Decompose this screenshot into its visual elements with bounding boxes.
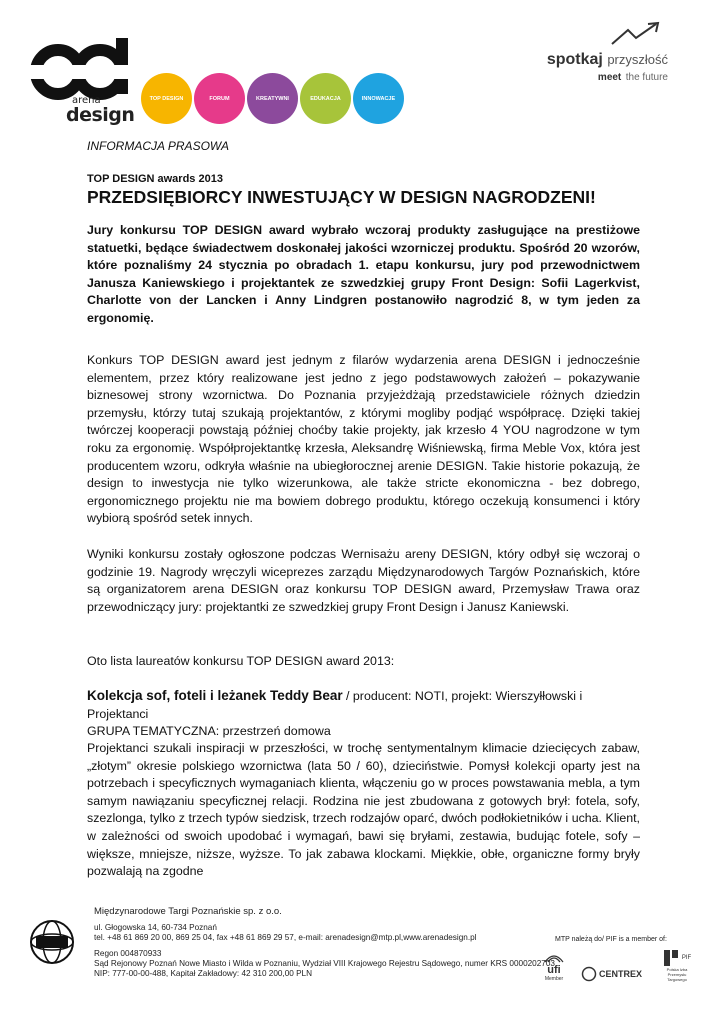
winners-intro-text: Oto lista laureatów konkursu TOP DESIGN award 2013: (87, 654, 395, 668)
slogan-logo (547, 20, 668, 84)
kicker: INFORMACJA PRASOWA (87, 139, 230, 153)
ufi-label: ufi (547, 964, 561, 976)
paragraph-6 (87, 740, 640, 881)
winner-group: GRUPA TEMATYCZNA: przestrzeń domowa (87, 724, 331, 739)
section-circles (141, 73, 404, 124)
brand-line-2: design (66, 104, 135, 126)
brand-line-1: arena (72, 95, 101, 106)
slogan-pl-1: spotkaj (546, 51, 603, 68)
footer-org: Międzynarodowe Targi Poznańskie sp. z o.o. (94, 906, 282, 917)
pif-icon (663, 949, 679, 967)
ufi-sub: Member (544, 976, 564, 982)
circle-edukacja[interactable]: EDUKACJA (300, 73, 351, 124)
footer-address: ul. Głogowska 14, 60-734 Poznań (94, 923, 217, 932)
pif-sub: Polska Izba Przemysłu Targowego (666, 967, 688, 982)
brand-wordmark (66, 96, 134, 125)
footer-nip: NIP: 777-00-00-488, Kapitał Zakładowy: 42 310 200,00 PLN (94, 969, 313, 978)
page-title: PRZEDSIĘBIORCY INWESTUJĄCY W DESIGN NAGRODZENI! (87, 187, 596, 207)
winner-title: Kolekcja sof, foteli i leżanek Teddy Bear (87, 688, 343, 703)
centrex-label: CENTREX (599, 969, 643, 979)
footer-court: Sąd Rejonowy Poznań Nowe Miasto i Wilda w Poznaniu, Wydział VIII Krajowego Rejestru Sądowego, numer KRS 0000202703 (94, 959, 555, 968)
paragraph-6-text: Projektanci szukali inspiracji w przeszłości, w trochę sentymentalnym klimacie dziecięcych zabaw, „złotym” okresie polskiego wzornictwa (lata 50 / 60), dzieciństwie. Pomysł kolekcji oparty jest na potrzebach i specyficznych wymaganiach klienta, włączeniu go w proces powstawania mebla, a tym samym nawiązaniu specyficznej relacji. Rodzina nie jest zbudowana z gotowych brył: fotela, sofy, szezlonga, tylko z trzech typów siedzisk, trzech rodzajów oparć, dwóch podłokietników i ucha. Klient, w zależności od swoich upodobać i wymagań, bawi się bryłami, zestawia, budując fotele, sofy – większe, mniejsze, niższe, wyższe. To jak zabawa klockami. Miękkie, obłe, organiczne formy bryły pozwalają na zgodne (87, 741, 640, 879)
footer-regon: Regon 004870933 (94, 949, 162, 958)
mtp-globe-logo (28, 919, 76, 965)
circle-forum[interactable]: FORUM (194, 73, 245, 124)
winners-intro (87, 653, 640, 671)
pif-logo (658, 949, 696, 982)
slogan-pl-2: przyszłość (607, 52, 668, 67)
member-logos (543, 949, 696, 982)
centrex-logo (581, 966, 642, 982)
footer-info (94, 907, 555, 979)
footer-contact: tel. +48 61 869 20 00, 869 25 04, fax +48 61 869 29 57, e-mail: arenadesign@mtp.pl,www.arenadesign.pl (94, 933, 477, 942)
pif-label: PIF (681, 955, 692, 961)
paragraph-3-text: Wyniki konkursu zostały ogłoszone podczas Wernisażu areny DESIGN, który odbył się wczoraj o godzinie 19. Nagrody wręczyli wiceprezes zarządu Międzynarodowych Targów Poznańskich, które są organizatorem arena DESIGN oraz konkursu TOP DESIGN award, Przemysław Trawa oraz przewodniczący jury: projektantki ze szwedzkiej grupy Front Design i Janusz Kaniewski. (87, 547, 640, 614)
member-note: MTP należą do/ PIF is a member of: (555, 936, 667, 943)
circle-top-design[interactable]: TOP DESIGN (141, 73, 192, 124)
winner-item (87, 687, 640, 741)
ufi-logo (543, 950, 565, 982)
lead-text: Jury konkursu TOP DESIGN award wybrało wczoraj produkty zasługujące na prestiżowe statuetki, będące świadectwem doskonałej jakości wzorniczej produktu. Spośród 20 wzorów, które poznaliśmy 24 stycznia po obradach 1. etapu konkursu, jury pod przewodnictwem Janusza Kaniewskiego i projektantek ze szwedzkiej grupy Front Design: Sofii Lagerkvist, Charlotte von der Lancken i Anny Lindgren postanowiło nagrodzić 8, w tym jeden za ergonomię. (87, 223, 640, 325)
slogan-en-1: meet (597, 72, 622, 83)
paragraph-2 (87, 352, 640, 528)
arrow-icon (608, 20, 668, 48)
winner-meta: / producent: NOTI, projekt: Wierszyłłowski i Projektanci (87, 689, 583, 721)
circle-innowacje[interactable]: INNOWACJE (353, 73, 404, 124)
lead-paragraph (87, 222, 640, 328)
paragraph-2-text: Konkurs TOP DESIGN award jest jednym z filarów wydarzenia arena DESIGN i jednocześnie elementem, przez który realizowane jest jedno z jego podstawowych założeń – pokazywanie biznesowej strony wzornictwa. Do Poznania przyjeżdżają przedstawiciele różnych dziedzin przemysłu, którzy tutaj szukają projektantów, z którymi mogliby podjąć współpracę. Dzięki takiej twórczej kooperacji powstają później choćby takie projekty, jak krzesło 4 YOU nagrodzone w tym roku za ergonomię. Współprojektantkę krzesła, Aleksandrę Wiśniewską, firma Meble Vox, która jest producentem wzoru, odkryła właśnie na ubiegłorocznej arenie DESIGN. Takie historie pokazują, że design to inwestycja nie tylko wizerunkowa, ale także stricte ekonomiczna - bez dobrego, ergonomicznego projektu nie ma bowiem dobrego produktu, którego oczekują konsumenci i który wybiorą spośród setek innych. (87, 353, 640, 526)
slogan-en-2: the future (625, 72, 668, 83)
paragraph-3 (87, 546, 640, 616)
centrex-icon (581, 966, 597, 982)
ufi-icon (543, 950, 565, 964)
circle-kreatywni[interactable]: KREATYWNI (247, 73, 298, 124)
event-name: TOP DESIGN awards 2013 (87, 173, 223, 185)
